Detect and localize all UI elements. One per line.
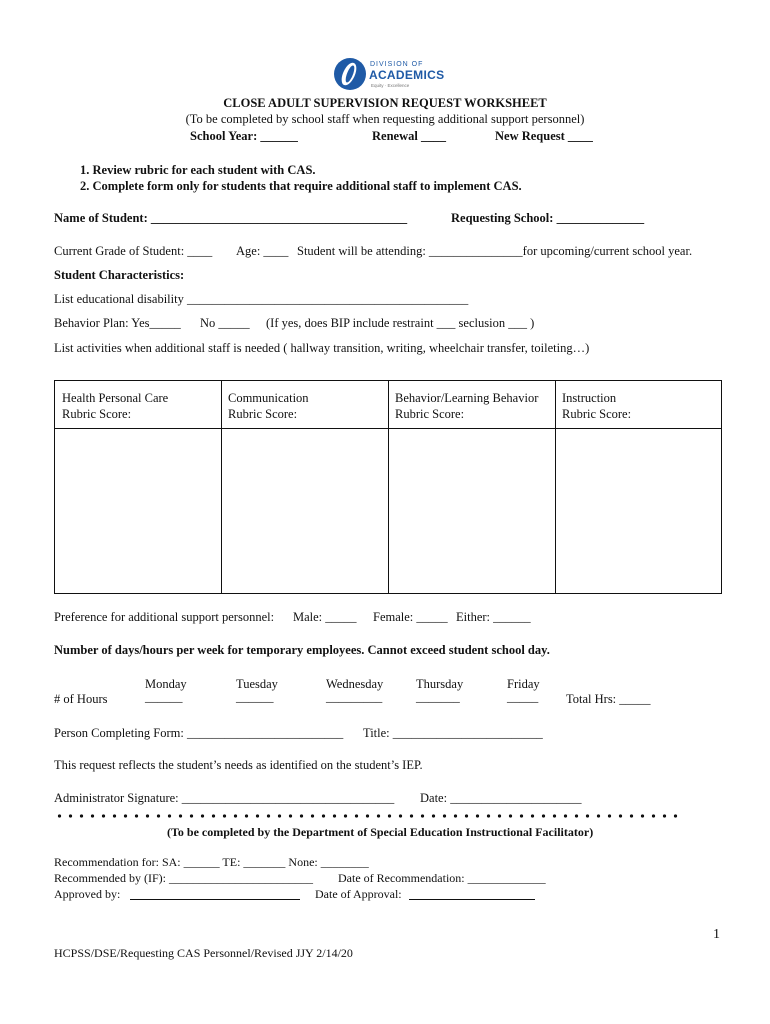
hours-thursday-field[interactable]: _______ bbox=[416, 690, 460, 704]
day-tuesday: Tuesday bbox=[236, 677, 278, 691]
new-request-field[interactable]: New Request ____ bbox=[495, 129, 593, 143]
educational-disability-field[interactable]: List educational disability _____________________________________________ bbox=[54, 292, 469, 306]
rubric-header-health: Health Personal Care Rubric Score: bbox=[62, 391, 169, 421]
recommendation-for-field[interactable]: Recommendation for: SA: ______ TE: _______ None: ________ bbox=[54, 855, 369, 869]
preference-either-field[interactable]: Either: ______ bbox=[456, 610, 531, 624]
page-number: 1 bbox=[713, 927, 720, 942]
day-friday: Friday bbox=[507, 677, 540, 691]
renewal-field[interactable]: Renewal ____ bbox=[372, 129, 446, 143]
approved-by-line[interactable] bbox=[130, 899, 300, 900]
rubric-header-behavior: Behavior/Learning Behavior Rubric Score: bbox=[395, 391, 539, 421]
dotted-divider bbox=[54, 813, 678, 819]
rubric-table bbox=[54, 380, 722, 594]
administrator-signature-field[interactable]: Administrator Signature: __________________________________ bbox=[54, 791, 395, 805]
logo-line3: Equity · Excellence bbox=[371, 83, 410, 88]
rubric-cell-communication[interactable] bbox=[222, 429, 388, 593]
current-grade-field[interactable]: Current Grade of Student: ____ bbox=[54, 244, 213, 258]
logo-line1: DIVISION OF bbox=[370, 61, 424, 68]
title-field[interactable]: Title: ________________________ bbox=[363, 726, 543, 740]
requesting-school-field[interactable]: Requesting School: ______________ bbox=[451, 211, 645, 225]
attending-field[interactable]: Student will be attending: _______________for upcoming/current school year. bbox=[297, 244, 693, 258]
page-title: CLOSE ADULT SUPERVISION REQUEST WORKSHEET bbox=[223, 96, 547, 110]
day-thursday: Thursday bbox=[416, 677, 464, 691]
behavior-plan-yes-field[interactable]: Behavior Plan: Yes_____ bbox=[54, 316, 181, 330]
facilitator-note: (To be completed by the Department of Special Education Instructional Facilitator) bbox=[167, 825, 594, 839]
hours-wednesday-field[interactable]: _________ bbox=[326, 690, 383, 704]
total-hours-field[interactable]: Total Hrs: _____ bbox=[566, 692, 651, 706]
rubric-cell-health[interactable] bbox=[55, 429, 221, 593]
age-field[interactable]: Age: ____ bbox=[236, 244, 289, 258]
hours-friday-field[interactable]: _____ bbox=[507, 690, 539, 704]
date-field[interactable]: Date: _____________________ bbox=[420, 791, 582, 805]
recommended-by-field[interactable]: Recommended by (IF): ________________________ bbox=[54, 871, 313, 885]
rubric-cell-behavior[interactable] bbox=[389, 429, 555, 593]
preference-female-field[interactable]: Female: _____ bbox=[373, 610, 448, 624]
preference-label: Preference for additional support personnel: bbox=[54, 610, 275, 624]
bip-field[interactable]: (If yes, does BIP include restraint ___ seclusion ___ ) bbox=[266, 316, 535, 330]
rubric-header-instruction: Instruction Rubric Score: bbox=[562, 391, 632, 421]
division-logo bbox=[334, 56, 444, 92]
person-completing-field[interactable]: Person Completing Form: _________________________ bbox=[54, 726, 344, 740]
name-of-student-field[interactable]: Name of Student: _________________________________________ bbox=[54, 211, 408, 225]
footer-revision: HCPSS/DSE/Requesting CAS Personnel/Revised JJY 2/14/20 bbox=[54, 946, 353, 960]
rubric-cell-instruction[interactable] bbox=[556, 429, 721, 593]
days-hours-heading: Number of days/hours per week for temporary employees. Cannot exceed student school day. bbox=[54, 643, 550, 657]
date-of-approval-line[interactable] bbox=[409, 899, 535, 900]
instruction-2: 2. Complete form only for students that require additional staff to implement CAS. bbox=[80, 179, 522, 193]
instruction-1: 1. Review rubric for each student with CAS. bbox=[80, 163, 316, 177]
hours-label: # of Hours bbox=[54, 692, 108, 706]
logo-line2: ACADEMICS bbox=[369, 68, 445, 82]
activities-field: List activities when additional staff is needed ( hallway transition, writing, wheelchair transfer, toileting…) bbox=[54, 341, 590, 355]
page-subtitle: (To be completed by school staff when requesting additional support personnel) bbox=[185, 112, 585, 126]
day-monday: Monday bbox=[145, 677, 187, 691]
day-wednesday: Wednesday bbox=[326, 677, 384, 691]
date-of-approval-label: Date of Approval: bbox=[315, 887, 402, 901]
hours-tuesday-field[interactable]: ______ bbox=[236, 690, 274, 704]
hours-monday-field[interactable]: ______ bbox=[145, 690, 183, 704]
rubric-header-communication: Communication Rubric Score: bbox=[228, 391, 309, 421]
preference-male-field[interactable]: Male: _____ bbox=[293, 610, 357, 624]
iep-statement: This request reflects the student’s needs as identified on the student’s IEP. bbox=[54, 758, 423, 772]
date-of-recommendation-field[interactable]: Date of Recommendation: _____________ bbox=[338, 871, 546, 885]
behavior-plan-no-field[interactable]: No _____ bbox=[200, 316, 250, 330]
approved-by-label: Approved by: bbox=[54, 887, 121, 901]
school-year-field[interactable]: School Year: ______ bbox=[190, 129, 298, 143]
student-characteristics-heading: Student Characteristics: bbox=[54, 268, 185, 282]
